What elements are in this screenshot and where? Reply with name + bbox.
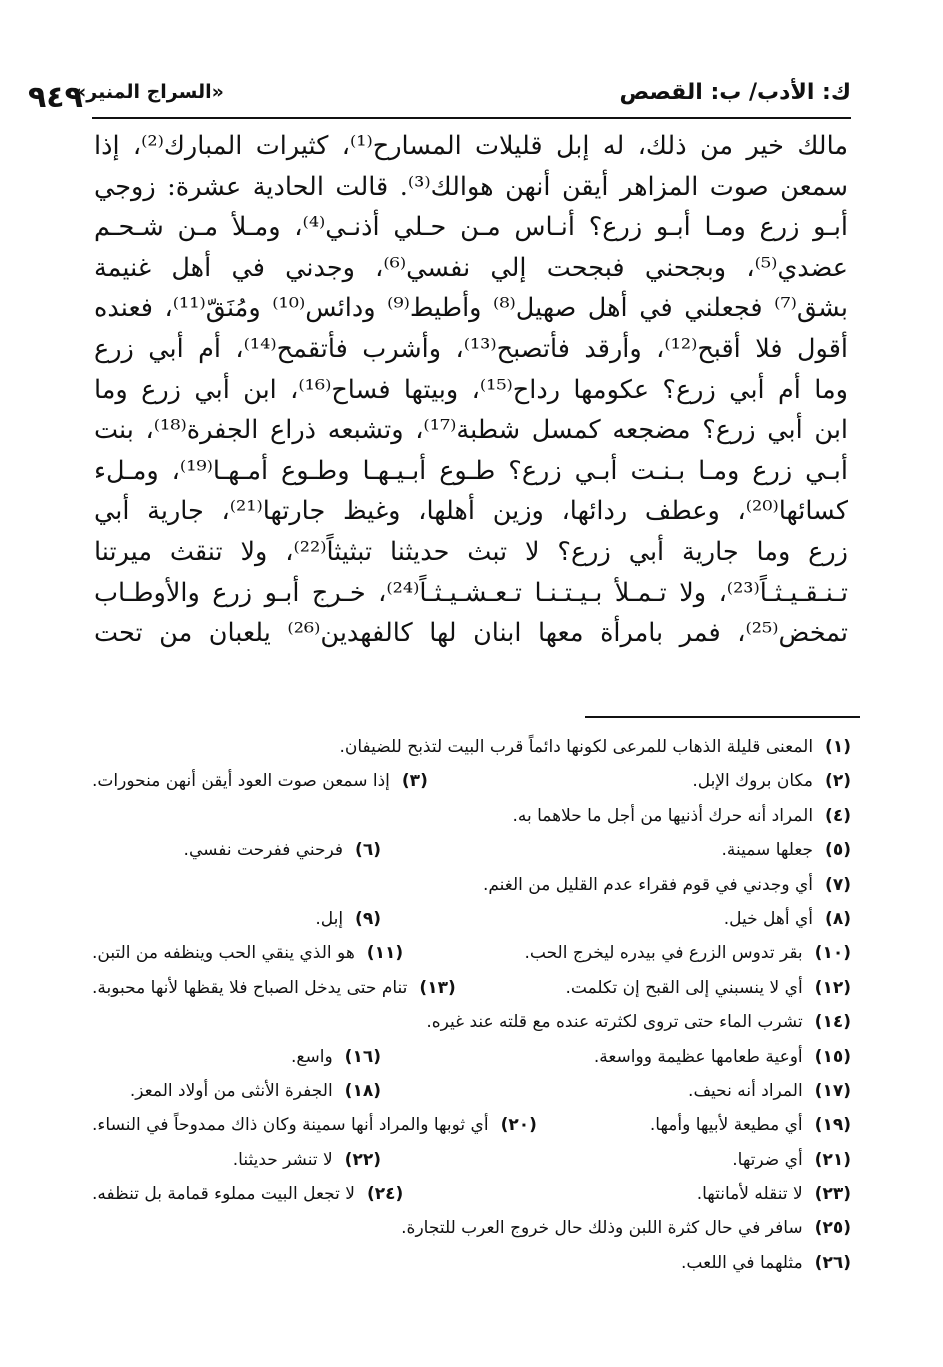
- footnote-number: (١٢): [814, 977, 851, 998]
- footnote-text: أوعية طعامها عظيمة وواسعة.: [593, 1046, 803, 1067]
- footnote-number: (٢٠): [500, 1115, 537, 1136]
- text-line: بشق⁽⁷⁾ فجعلني في أهل صهيل⁽⁸⁾ وأطيط⁽⁹⁾ ودائس⁽¹⁰⁾ ومُنَقّ⁽¹¹⁾، فعنده: [94, 293, 848, 324]
- footnote-number: (٩): [355, 908, 381, 929]
- footnote-text: جعلها سمينة.: [721, 840, 814, 861]
- footnote-number: (١٨): [344, 1080, 381, 1101]
- footnote-text: مثلهما في اللعب.: [681, 1252, 803, 1273]
- text-line: ابن أبي زرع؟ مضجعه كمسل شطبة⁽¹⁷⁾، وتشبعه ذراع الجفرة⁽¹⁸⁾، بنت: [94, 415, 848, 446]
- footnote: [381, 1143, 851, 1177]
- footnote-text: أي لا ينسبني إلى القبح إن تكلمت.: [565, 977, 803, 998]
- footnote-line: [92, 1211, 851, 1245]
- footnote: [426, 1005, 851, 1039]
- footnote: [537, 1108, 851, 1142]
- footnote: [92, 1108, 537, 1142]
- footnote-text: واسع.: [291, 1046, 333, 1067]
- footnote-text: المراد أنه نحيف.: [688, 1080, 803, 1101]
- footnote: [92, 971, 456, 1005]
- footnote-number: (١٧): [814, 1080, 851, 1101]
- footnote: [291, 1040, 381, 1074]
- footnote-text: بقر تدوس الزرع في بيدره ليخرج الحب.: [524, 943, 803, 964]
- header-divider: [92, 117, 851, 119]
- text-line: مالك خير من ذلك، له إبل قليلات المسارح⁽¹⁾، كثيرات المبارك⁽²⁾، إذا: [94, 131, 848, 161]
- footnote-text: فرحني ففرحت نفسي.: [183, 840, 344, 861]
- footnote-text: لا تنشر حديثنا.: [232, 1149, 333, 1170]
- footnote-number: (١٣): [419, 977, 456, 998]
- footnote: [381, 1074, 851, 1108]
- footnote-line: [92, 1074, 851, 1108]
- footnote: [381, 1040, 851, 1074]
- footnote-line: [92, 1143, 851, 1177]
- footnote-line: [92, 833, 851, 867]
- footnote-text: الجفرة الأنثى من أولاد المعز.: [129, 1080, 333, 1101]
- footnote-text: لا تجعل البيت مملوء قمامة بل تنظفه.: [92, 1184, 355, 1205]
- footnote-line: [92, 971, 851, 1005]
- text-line: وما أم أبي زرع؟ عكومها رداح⁽¹⁵⁾، وبيتها فساح⁽¹⁶⁾، ابن أبي زرع وما: [94, 374, 848, 405]
- footnote-line: [92, 1246, 851, 1280]
- text-line: أبـو زرع ومـا أبـو زرع؟ أنـاس مـن حـلي أذنـي⁽⁴⁾، ومـلأ مـن شـحـم: [94, 212, 848, 243]
- footnote-number: (٢١): [814, 1149, 851, 1170]
- footnote-number: (٢٦): [814, 1252, 851, 1273]
- footnote-line: [92, 1108, 851, 1142]
- main-text: [94, 126, 848, 654]
- footnote-text: هو الذي ينقي الحب وينظفه من التبن.: [92, 943, 355, 964]
- footnote: [339, 730, 851, 764]
- footnote-number: (١١): [366, 943, 404, 964]
- footnote-number: (٢٢): [344, 1149, 381, 1170]
- footnote-text: سافر في حال كثرة اللبن وذلك حال خروج العرب للتجارة.: [401, 1218, 803, 1239]
- footnote-number: (٢٤): [366, 1184, 404, 1205]
- footnote: [130, 1074, 381, 1108]
- footnote-line: [92, 1040, 851, 1074]
- footnote-divider: [585, 716, 860, 718]
- footnote-line: [92, 764, 851, 798]
- footnote-number: (٢٥): [814, 1218, 851, 1239]
- text-line: سمعن صوت المزاهر أيقن أنهن هوالك⁽³⁾. قالت الحادية عشرة: زوجي: [94, 171, 848, 202]
- footnote: [403, 936, 851, 970]
- page-header: [28, 72, 851, 112]
- footnote: [233, 1143, 381, 1177]
- text-line: أقول فلا أقبح⁽¹²⁾، وأرقد فأتصبح⁽¹³⁾، وأشرب فأتقمح⁽¹⁴⁾، أم أبي زرع: [94, 333, 848, 364]
- footnote-number: (٦): [355, 840, 381, 861]
- footnote-line: [92, 902, 851, 936]
- footnote-line: [92, 868, 851, 902]
- footnote-line: [92, 799, 851, 833]
- text-line: عضدي⁽⁵⁾، وبجحني فبجحت إلي نفسي⁽⁶⁾، وجدني في أهل غنيمة: [94, 252, 848, 283]
- footnote-number: (٧): [825, 874, 851, 895]
- footnote: [456, 971, 851, 1005]
- footnote-number: (٤): [825, 805, 851, 826]
- footnote-number: (١): [825, 737, 851, 757]
- footnote-number: (١٠): [814, 943, 851, 964]
- footnote: [512, 799, 851, 833]
- footnote-text: المعنى قليلة الذهاب للمرعى لكونها دائماً قرب البيت لتذبح للضيفان.: [339, 737, 814, 757]
- book-title: «السراج المنير»: [74, 81, 224, 103]
- footnote-text: أي ثوبها والمراد أنها سمينة وكان ذاك ممدوحاً في النساء.: [92, 1115, 489, 1136]
- footnote-number: (١٩): [814, 1115, 851, 1136]
- footnote-text: إبل.: [315, 908, 344, 929]
- text-line: تـنـقـيـثـاً⁽²³⁾، ولا تـمـلأ بـيـتـنـا تـعـشـيـثـاً⁽²⁴⁾، خـرج أبـو زرع والأوطـاب: [94, 577, 848, 608]
- footnotes: [92, 730, 851, 1280]
- footnote-text: تنام حتى يدخل الصباح فلا يقظها لأنها محبوبة.: [92, 977, 408, 998]
- footnote-line: [92, 1177, 851, 1211]
- footnote-text: أي ضرتها.: [732, 1149, 803, 1170]
- footnote: [381, 902, 851, 936]
- footnote: [315, 902, 381, 936]
- footnote-line: [92, 1005, 851, 1039]
- text-line: تمخض⁽²⁵⁾، فمر بامرأة معها ابنان لها كالفهدين⁽²⁶⁾ يلعبان من تحت: [94, 618, 848, 649]
- footnote-text: إذا سمعن صوت العود أيقن أنهن منحورات.: [92, 771, 390, 792]
- text-line: أبـي زرع ومـا بـنـت أبـي زرع؟ طـوع أبـيـهـا وطـوع أمـهـا⁽¹⁹⁾، ومـلء: [94, 455, 848, 486]
- footnote: [428, 764, 851, 798]
- footnote-line: [92, 936, 851, 970]
- footnote-number: (١٤): [814, 1012, 851, 1033]
- text-line: زرع وما جارية أبي زرع؟ لا تبث حديثنا تبثيثاً⁽²²⁾، ولا تنقث ميرتنا: [94, 536, 848, 567]
- footnote: [403, 1177, 851, 1211]
- page-number: ٩٤٩: [28, 80, 83, 115]
- footnote-number: (٢): [825, 771, 851, 792]
- footnote: [401, 1211, 851, 1245]
- footnote: [92, 764, 428, 798]
- footnote-text: أي مطيعة لأبيها وأمها.: [649, 1115, 803, 1136]
- footnote-number: (١٥): [814, 1046, 851, 1067]
- footnote: [92, 1177, 403, 1211]
- footnote: [381, 833, 851, 867]
- footnote: [483, 868, 851, 902]
- footnote-number: (٣): [401, 771, 428, 792]
- footnote: [184, 833, 381, 867]
- footnote-text: لا تنقله لأمانتها.: [696, 1184, 803, 1205]
- footnote-line: [92, 730, 851, 764]
- footnote-number: (٢٣): [814, 1184, 851, 1205]
- footnote-number: (١٦): [344, 1046, 381, 1067]
- text-line: كسائها⁽²⁰⁾، وعطف ردائها، وزين أهلها، وغيظ جارتها⁽²¹⁾، جارية أبي: [94, 496, 848, 527]
- footnote: [681, 1246, 851, 1280]
- chapter-title: ك: الأدب/ ب: القصص: [619, 79, 851, 105]
- footnote: [92, 936, 403, 970]
- footnote-number: (٥): [825, 840, 851, 861]
- footnote-text: مكان بروك الإبل.: [692, 771, 814, 792]
- footnote-number: (٨): [825, 908, 851, 929]
- footnote-text: أي وجدني في قوم فقراء عدم القليل من الغنم.: [482, 874, 814, 895]
- footnote-text: أي أهل خيل.: [723, 908, 814, 929]
- footnote-text: تشرب الماء حتى تروى لكثرته عنده مع قلته عند غيره.: [426, 1012, 803, 1033]
- footnote-text: المراد أنه حرك أذنيها من أجل ما حلاهما به.: [512, 805, 814, 826]
